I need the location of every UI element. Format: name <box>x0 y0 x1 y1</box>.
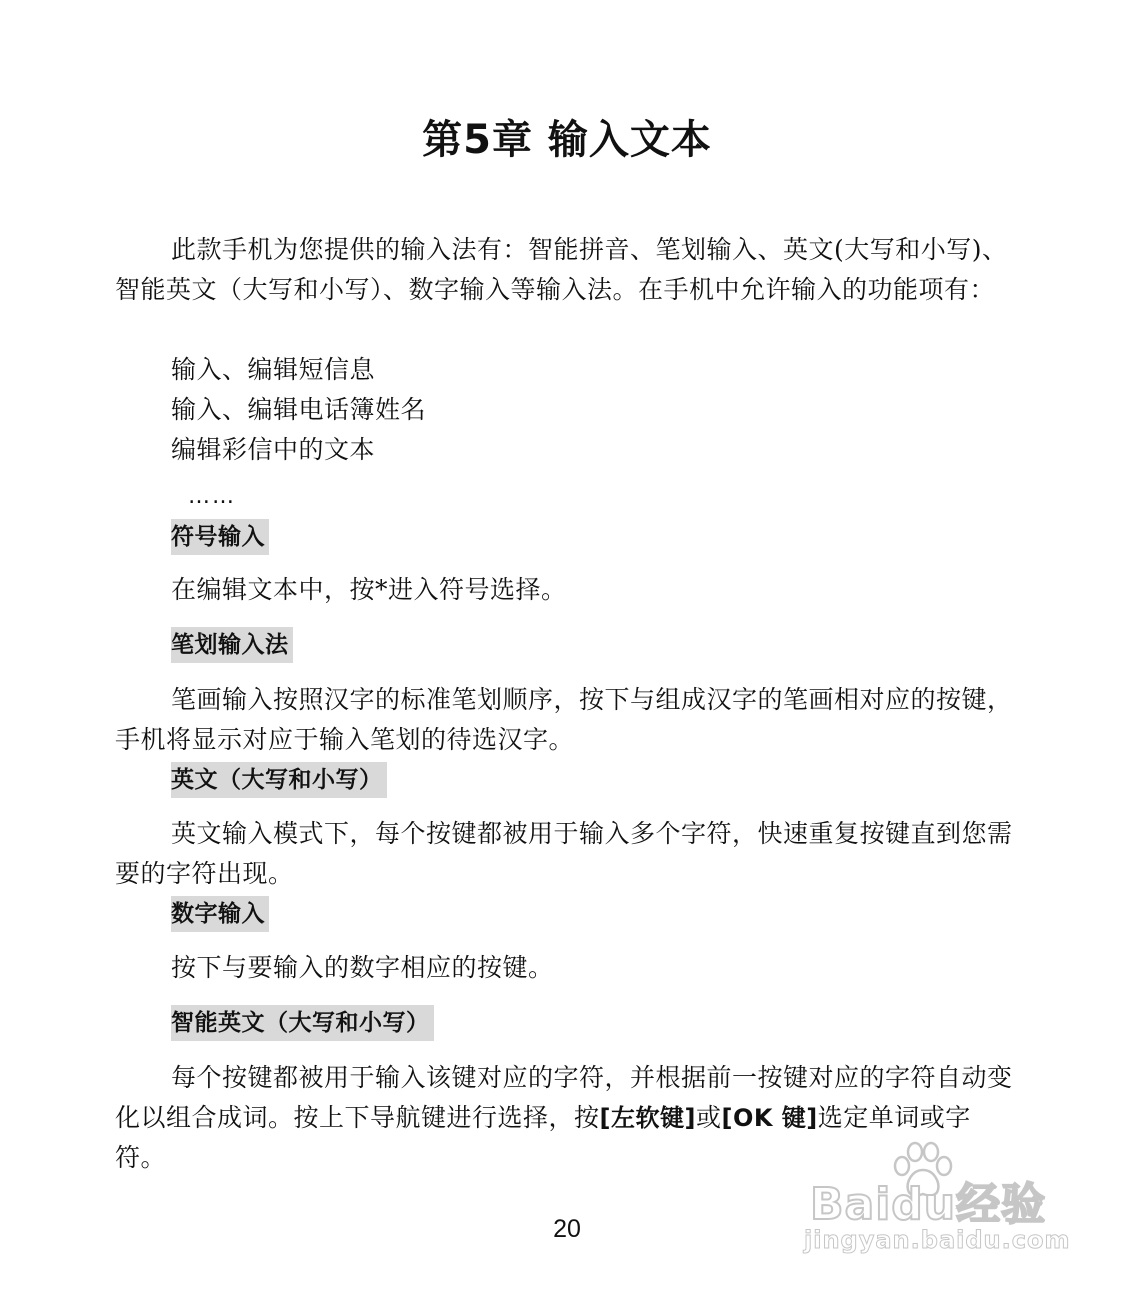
section-heading-smart-english: 智能英文（大写和小写） <box>171 1005 434 1041</box>
ellipsis: …… <box>188 484 236 509</box>
section-heading-symbol: 符号输入 <box>171 519 269 555</box>
intro-paragraph: 此款手机为您提供的输入法有：智能拼音、笔划输入、英文(大写和小写)、智能英文（大写和小写）、数字输入等输入法。在手机中允许输入的功能项有： <box>115 235 1008 304</box>
body-text: 每个按键都被用于输入该键对应的字符，并根据前一按键对应的字符自动变化以组合成词。按上下导航键进行选择，按 <box>115 1063 1013 1132</box>
section-body-symbol: 在编辑文本中，按*进入符号选择。 <box>171 575 567 604</box>
page-number: 20 <box>553 1215 581 1243</box>
section-heading-english: 英文（大写和小写） <box>171 762 387 798</box>
intro-list-item: 编辑彩信中的文本 <box>171 435 376 464</box>
intro-list-item: 输入、编辑电话簿姓名 <box>171 395 427 424</box>
watermark <box>800 1140 1070 1260</box>
body-text: 选定单词或字符。 <box>115 1103 971 1172</box>
chapter-title: 第5章 输入文本 <box>422 117 712 163</box>
body-text: 或 <box>695 1103 722 1132</box>
ok-key-label: [OK 键] <box>721 1104 818 1132</box>
watermark-url: jingyan.baidu.com <box>804 1226 1071 1254</box>
section-body-number: 按下与要输入的数字相应的按键。 <box>171 953 554 982</box>
section-body-english: 英文输入模式下，每个按键都被用于输入多个字符，快速重复按键直到您需要的字符出现。 <box>115 819 1013 888</box>
section-heading-stroke: 笔划输入法 <box>171 627 293 663</box>
section-body-stroke: 笔画输入按照汉字的标准笔划顺序，按下与组成汉字的笔画相对应的按键，手机将显示对应于输入笔划的待选汉字。 <box>115 685 1013 754</box>
intro-list-item: 输入、编辑短信息 <box>171 355 376 384</box>
watermark-brand: Baidu经验 <box>810 1179 1047 1230</box>
section-heading-number: 数字输入 <box>171 896 269 932</box>
left-soft-key-label: [左软键] <box>599 1104 696 1132</box>
